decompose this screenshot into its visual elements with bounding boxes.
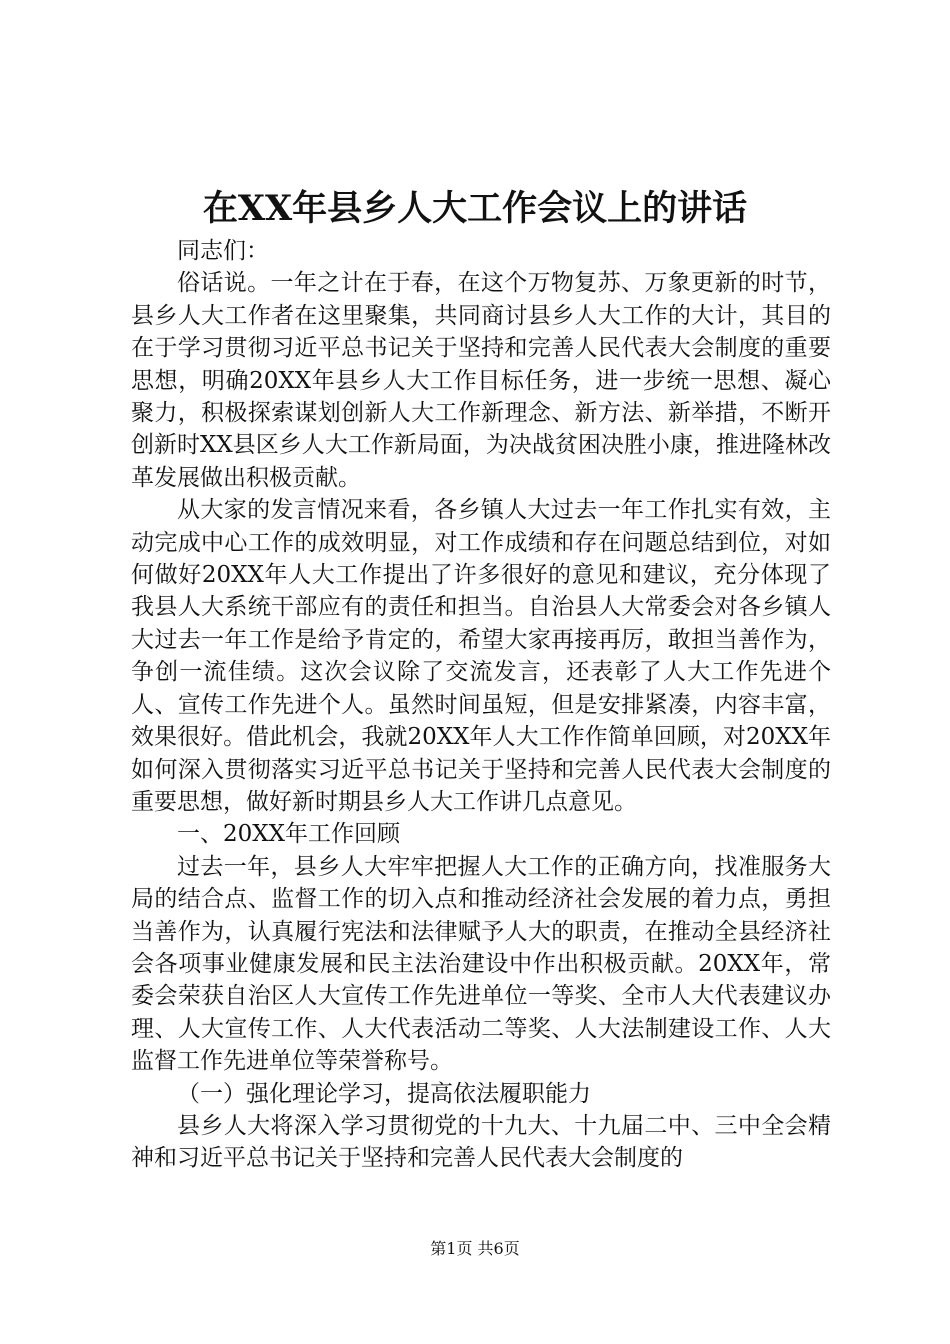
document-title: 在XX年县乡人大工作会议上的讲话 — [202, 188, 748, 229]
salutation: 同志们： — [177, 238, 269, 264]
subsection-heading-theory: （一）强化理论学习，提高依法履职能力 — [177, 1080, 591, 1107]
paragraph-theory: 县乡人大将深入学习贯彻党的十九大、十九届二中、三中全会精神和习近平总书记关于坚持和完善人民代表大会制度的 — [131, 1112, 831, 1172]
document-body — [131, 235, 831, 1175]
page-number-footer: 第1页 共6页 — [430, 1239, 520, 1258]
paragraph-summary: 从大家的发言情况来看，各乡镇人大过去一年工作扎实有效，主动完成中心工作的成效明显，对工作成绩和存在问题总结到位，对如何做好20XX年人大工作提出了许多很好的意见和建议，充分体现了我县人大系统干部应有的责任和担当。自治县人大常委会对各乡镇人大过去一年工作是给予肯定的，希望大家再接再厉，敢担当善作为，争创一流佳绩。这次会议除了交流发言，还表彰了人大工作先进个人、宣传工作先进个人。虽然时间虽短，但是安排紧凑，内容丰富，效果很好。借此机会，我就20XX年人大工作作简单回顾，对20XX年如何深入贯彻落实习近平总书记关于坚持和完善人民代表大会制度的重要思想，做好新时期县乡人大工作讲几点意见。 — [131, 497, 831, 815]
paragraph-opening: 俗话说。一年之计在于春，在这个万物复苏、万象更新的时节，县乡人大工作者在这里聚集，共同商讨县乡人大工作的大计，其目的在于学习贯彻习近平总书记关于坚持和完善人民代表大会制度的重要思想，明确20XX年县乡人大工作目标任务，进一步统一思想、凝心聚力，积极探索谋划创新人大工作新理念、新方法、新举措，不断开创新时XX县区乡人大工作新局面，为决战贫困决胜小康，推进隆林改革发展做出积极贡献。 — [131, 270, 831, 491]
paragraph-review: 过去一年，县乡人大牢牢把握人大工作的正确方向，找准服务大局的结合点、监督工作的切入点和推动经济社会发展的着力点，勇担当善作为，认真履行宪法和法律赋予人大的职责，在推动全县经济社会各项事业健康发展和民主法治建设中作出积极贡献。20XX年，常委会荣获自治区人大宣传工作先进单位一等奖、全市人大代表建议办理、人大宣传工作、人大代表活动二等奖、人大法制建设工作、人大监督工作先进单位等荣誉称号。 — [131, 853, 831, 1075]
section-heading-review: 一、20XX年工作回顾 — [177, 821, 401, 848]
